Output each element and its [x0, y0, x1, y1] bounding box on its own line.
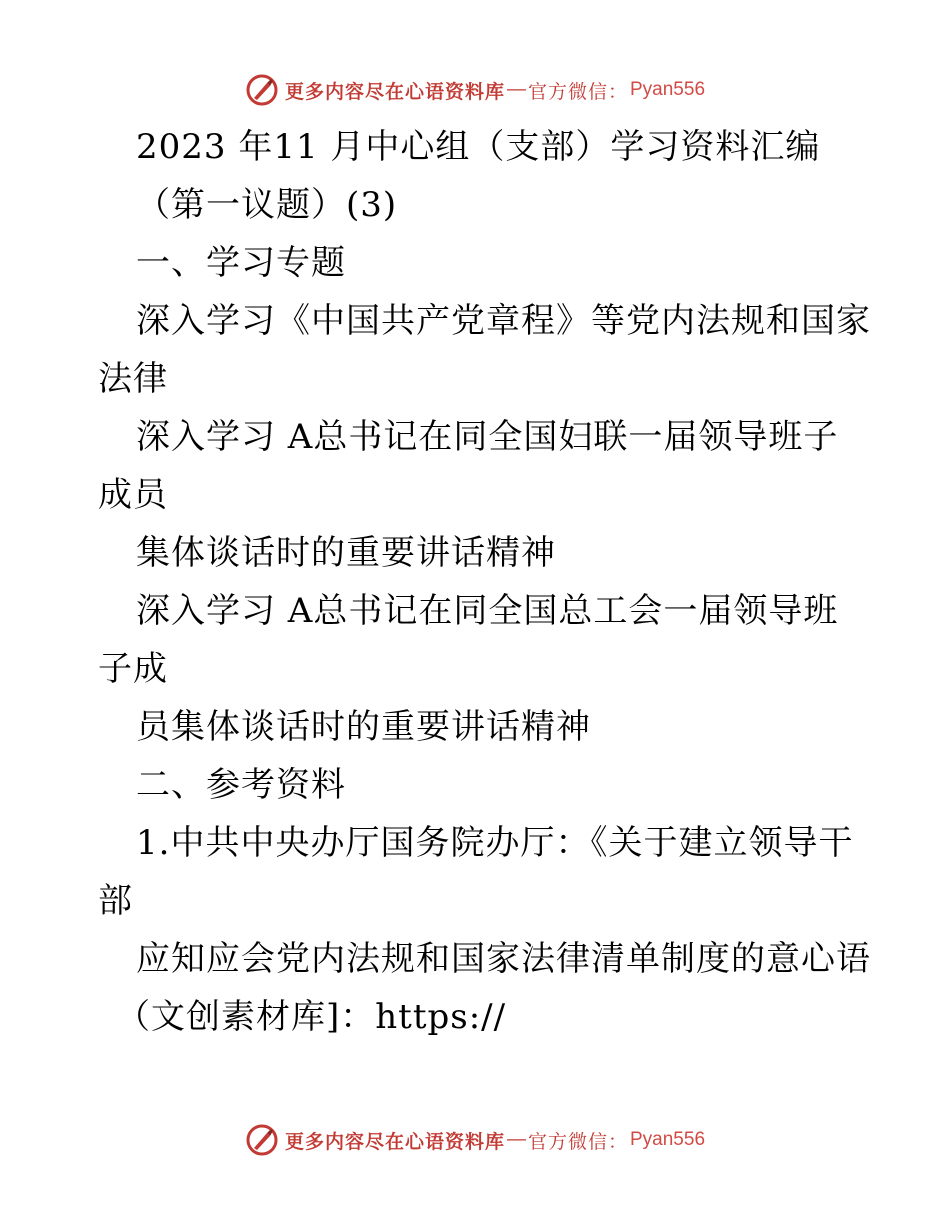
banner-main-text: 更多内容尽在心语资料库 — [284, 81, 505, 103]
paragraph-line: 深入学习 A总书记在同全国妇联一届领导班子 — [136, 417, 839, 457]
footer-watermark-banner — [0, 1120, 950, 1160]
header-banner-content — [245, 73, 705, 107]
banner-dash: — — [506, 79, 526, 100]
paragraph-line: 部 — [98, 881, 133, 921]
paragraph-line: 法律 — [98, 359, 168, 399]
banner-wechat-id: Pyan556 — [630, 79, 706, 100]
paragraph-line: 深入学习《中国共产党章程》等党内法规和国家 — [136, 301, 871, 341]
paragraph-line: 子成 — [98, 649, 168, 689]
paragraph-line: 成员 — [98, 475, 168, 515]
header-watermark-banner — [0, 70, 950, 110]
banner-wechat-label: 官方微信： — [527, 1131, 628, 1153]
paragraph-line: 1.中共中央办厅国务院办厅：《关于建立领导干 — [136, 823, 854, 863]
footer-banner-content — [245, 1123, 705, 1157]
paragraph-line: 员集体谈话时的重要讲话精神 — [136, 707, 591, 747]
pen-logo-icon — [245, 73, 279, 107]
paragraph-line: 应知应会党内法规和国家法律清单制度的意心语 — [136, 939, 871, 979]
pen-logo-icon — [245, 1123, 279, 1157]
paragraph-line: 深入学习 A总书记在同全国总工会一届领导班 — [136, 591, 839, 631]
banner-wechat-label: 官方微信： — [527, 81, 628, 103]
document-body — [98, 118, 871, 1046]
paragraph-line: 集体谈话时的重要讲话精神 — [136, 533, 556, 573]
banner-main-text: 更多内容尽在心语资料库 — [284, 1131, 505, 1153]
section-heading-1: 一、学习专题 — [136, 243, 346, 283]
paragraph-line: （文创素材库]：https:// — [116, 997, 507, 1037]
doc-title-line-1: 2023 年11 月中心组（支部）学习资料汇编 — [136, 127, 821, 167]
section-heading-2: 二、参考资料 — [136, 765, 346, 805]
banner-wechat-id: Pyan556 — [630, 1129, 706, 1150]
doc-title-line-2: （第一议题）(3) — [136, 185, 398, 225]
banner-dash: — — [506, 1129, 526, 1150]
